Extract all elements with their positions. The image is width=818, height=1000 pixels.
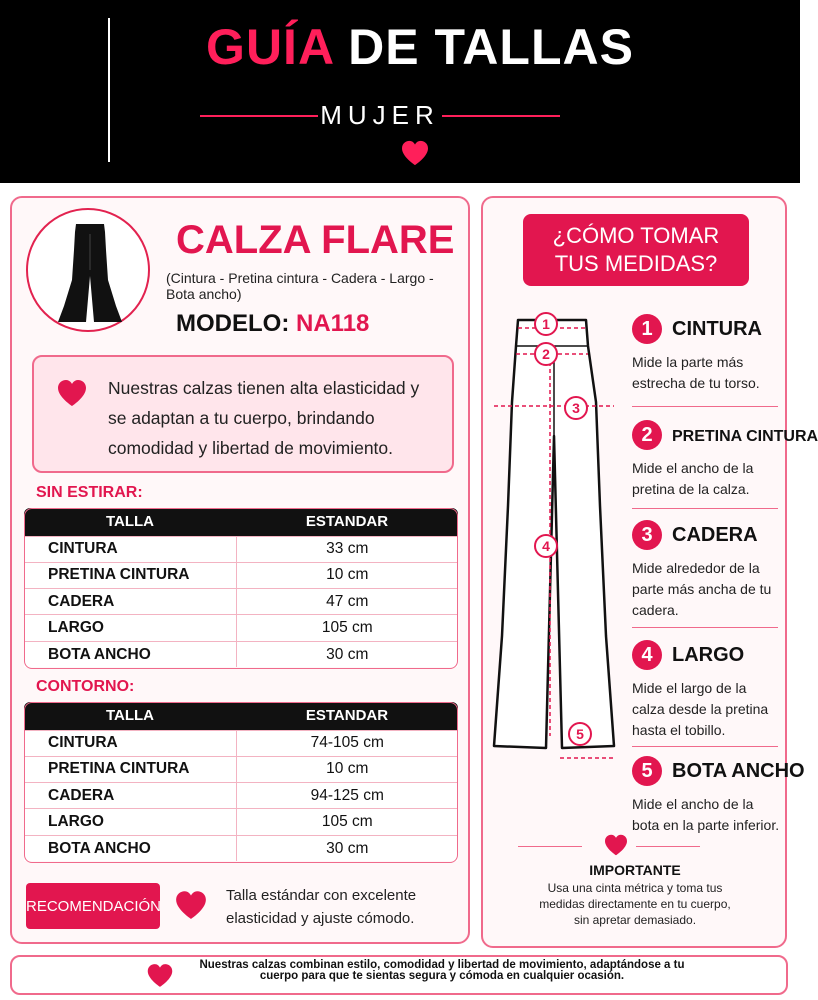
step-number: 4 <box>632 640 662 670</box>
heart-icon <box>56 379 88 407</box>
product-measures-note: (Cintura - Pretina cintura - Cadera - Largo - Bota ancho) <box>166 270 434 302</box>
size-table-contorno <box>24 702 458 861</box>
info-text: Nuestras calzas tienen alta elasticidad y se adaptan a tu cuerpo, brindando comodidad y libertad de movimiento. <box>108 378 420 458</box>
row-value: 33 cm <box>236 536 458 562</box>
how-to-title-line-1: ¿CÓMO TOMAR <box>552 223 720 248</box>
column-header-estandar: ESTANDAR <box>236 508 458 536</box>
row-label: PRETINA CINTURA <box>24 756 236 782</box>
table-row <box>24 835 458 861</box>
table-row <box>24 615 458 641</box>
subtitle-row <box>200 100 560 132</box>
row-value: 105 cm <box>236 615 458 641</box>
title-part-2: DE TALLAS <box>348 19 634 75</box>
recommendation-button[interactable]: RECOMENDACIÓN <box>26 883 160 929</box>
row-label: LARGO <box>24 809 236 835</box>
step-description: Mide la parte más estrecha de tu torso. <box>632 354 760 391</box>
info-box <box>32 355 454 473</box>
header-banner <box>0 0 800 183</box>
svg-text:4: 4 <box>542 538 550 554</box>
subtitle-line-right <box>442 115 560 117</box>
model-label: MODELO: <box>176 310 290 337</box>
measure-step-pretina <box>632 420 818 500</box>
step-number: 2 <box>632 420 662 450</box>
how-to-title-line-2: TUS MEDIDAS? <box>554 251 718 276</box>
row-label: BOTA ANCHO <box>24 835 236 861</box>
heart-icon <box>400 140 430 166</box>
heart-icon <box>146 963 174 988</box>
svg-text:2: 2 <box>542 346 550 362</box>
row-label: CADERA <box>24 589 236 615</box>
table-header-row <box>24 508 458 536</box>
important-text: Usa una cinta métrica y toma tus medidas directamente en tu cuerpo, sin apretar demasiado. <box>539 881 731 927</box>
svg-text:3: 3 <box>572 400 580 416</box>
step-number: 5 <box>632 756 662 786</box>
recommendation-text: Talla estándar con excelente elasticidad y ajuste cómodo. <box>226 887 417 927</box>
important-line-left <box>518 846 582 847</box>
table-row <box>24 536 458 562</box>
section-label-sin-estirar: SIN ESTIRAR: <box>36 484 143 501</box>
step-divider <box>632 627 778 628</box>
measure-step-bota-ancho <box>632 756 805 836</box>
row-value: 30 cm <box>236 641 458 667</box>
table-header-row <box>24 702 458 730</box>
svg-text:1: 1 <box>542 316 550 332</box>
row-label: CADERA <box>24 783 236 809</box>
size-table-sin-estirar <box>24 508 458 667</box>
step-description: Mide alrededor de la parte más ancha de tu cadera. <box>632 560 772 618</box>
model-code: NA118 <box>296 310 370 337</box>
measure-step-cintura <box>632 314 782 394</box>
how-to-measure-title <box>523 214 749 286</box>
heart-icon <box>603 834 629 856</box>
pants-diagram <box>488 306 620 776</box>
section-label-contorno: CONTORNO: <box>36 678 135 695</box>
table-row <box>24 809 458 835</box>
table-row <box>24 756 458 782</box>
flare-pants-icon <box>28 210 152 334</box>
row-value: 10 cm <box>236 562 458 588</box>
step-divider <box>632 746 778 747</box>
step-name: CADERA <box>672 524 758 546</box>
step-name: LARGO <box>672 644 745 666</box>
row-value: 105 cm <box>236 809 458 835</box>
step-divider <box>632 406 778 407</box>
row-label: BOTA ANCHO <box>24 641 236 667</box>
header-divider <box>108 18 110 162</box>
important-title: IMPORTANTE <box>589 862 681 878</box>
table-row <box>24 562 458 588</box>
row-value: 94-125 cm <box>236 783 458 809</box>
page-title <box>120 18 720 76</box>
heart-icon <box>174 890 208 920</box>
row-label: LARGO <box>24 615 236 641</box>
row-value: 10 cm <box>236 756 458 782</box>
step-description: Mide el ancho de la bota en la parte inferior. <box>632 796 780 833</box>
row-value: 74-105 cm <box>236 730 458 756</box>
row-label: CINTURA <box>24 730 236 756</box>
title-part-1: GUÍA <box>206 19 334 75</box>
footer-banner <box>10 955 788 995</box>
important-line-right <box>636 846 700 847</box>
product-image <box>26 208 150 332</box>
subtitle-line-left <box>200 115 318 117</box>
footer-text: Nuestras calzas combinan estilo, comodidad y libertad de movimiento, adaptándose a tu cuerpo para que te sientas segura y cómoda en cualquier ocasión. <box>199 959 685 982</box>
row-value: 30 cm <box>236 835 458 861</box>
step-number: 1 <box>632 314 662 344</box>
step-divider <box>632 508 778 509</box>
table-row <box>24 730 458 756</box>
step-number: 3 <box>632 520 662 550</box>
column-header-talla: TALLA <box>24 508 236 536</box>
column-header-estandar: ESTANDAR <box>236 702 458 730</box>
table-row <box>24 641 458 667</box>
subtitle: MUJER <box>320 100 440 130</box>
measure-step-cadera <box>632 520 782 621</box>
model-row <box>176 310 369 338</box>
product-name: CALZA FLARE <box>176 218 455 262</box>
step-description: Mide el largo de la calza desde la pretina hasta el tobillo. <box>632 680 769 738</box>
step-description: Mide el ancho de la pretina de la calza. <box>632 460 754 497</box>
table-row <box>24 783 458 809</box>
measure-step-largo <box>632 640 782 741</box>
row-label: PRETINA CINTURA <box>24 562 236 588</box>
row-label: CINTURA <box>24 536 236 562</box>
row-value: 47 cm <box>236 589 458 615</box>
step-name: BOTA ANCHO <box>672 760 805 782</box>
table-row <box>24 589 458 615</box>
column-header-talla: TALLA <box>24 702 236 730</box>
step-name: CINTURA <box>672 318 762 340</box>
step-name: PRETINA CINTURA <box>672 428 818 445</box>
svg-text:5: 5 <box>576 726 584 742</box>
